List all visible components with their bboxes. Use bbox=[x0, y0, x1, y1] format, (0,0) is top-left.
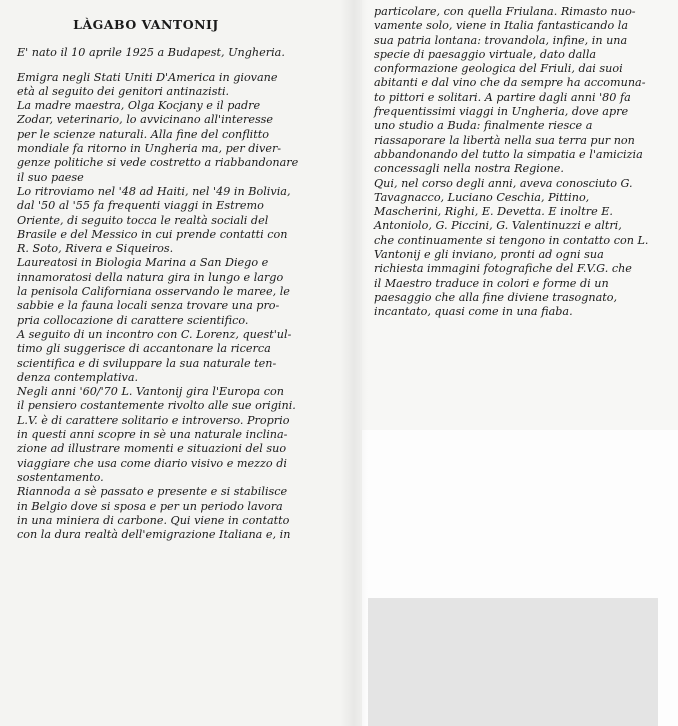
paragraph-europe: Negli anni '60/'70 L. Vantonij gira l'Europa con il pensiero costantemente rivolto alle sue origini. bbox=[17, 385, 296, 413]
page-fold-shadow bbox=[340, 0, 368, 726]
paragraph-parents: La madre maestra, Olga Kocjany e il padre Zodar, veterinario, lo avvicinano all'interesse per le scienze naturali. Alla fine del conflitto mondiale fa ritorno in Ungheria ma, per diver- genze politiche si vede costretto a riabbandonare il suo paese bbox=[17, 99, 299, 184]
paragraph-emigration: Emigra negli Stati Uniti D'America in giovane età al seguito dei genitori antinazisti. bbox=[17, 70, 278, 98]
document-title: LÀGABO VANTONIJ bbox=[73, 17, 219, 32]
gray-blank-area bbox=[368, 598, 658, 726]
paragraph-belgium: Riannoda a sè passato e presente e si stabilisce in Belgio dove si sposa e per un periodo lavora in una miniera di carbone. Qui viene in contatto con la dura realtà dell'emigrazione Italiana e, in bbox=[17, 485, 291, 542]
left-column bbox=[17, 18, 335, 542]
paragraph-biology: Laureatosi in Biologia Marina a San Diego e innamoratosi della natura gira in lungo e largo la penisola Californiana osservando le maree, le sabbie e la fauna locali senza trovare una pro- pria collocazione di carattere scientifico. bbox=[17, 256, 290, 327]
paragraph-lorenz: A seguito di un incontro con C. Lorenz, quest'ul- timo gli suggerisce di accantonare la ricerca scientifica e di sviluppare la sua naturale ten- denza contemplativa. bbox=[17, 327, 292, 384]
birth-paragraph: E' nato il 10 aprile 1925 a Budapest, Ungheria. bbox=[17, 46, 285, 60]
paragraph-travels: Lo ritroviamo nel '48 ad Haiti, nel '49 in Bolivia, dal '50 al '55 fa frequenti viaggi in Estremo Oriente, di seguito tocca le realtà sociali del Brasile e del Messico in cui prende contatti con R. Soto, Rivera e Siqueiros. bbox=[17, 184, 291, 256]
paragraph-friuli: particolare, con quella Friulana. Rimasto nuo- vamente solo, viene in Italia fantasticando la sua patria lontana: trovandola, infine, in una specie di paesaggio virtuale, dato dalla conformazione geologica del Friuli, dai suoi abitanti e dal vino che da sempre ha accomuna- to pittori e solitari. A partire dagli anni '80 fa frequentissimi viaggi in Ungheria, dove apre uno studio a Buda: finalmente riesce a riassaporare la libertà nella sua terra pur non abbandonando del tutto la simpatia e l'amicizia concessagli nella nostra Regione. bbox=[374, 5, 646, 176]
paragraph-friends: Qui, nel corso degli anni, aveva conosciuto G. Tavagnacco, Luciano Ceschia, Pittino, Mascherini, Righi, E. Devetta. E inoltre E. Antoniolo, G. Piccini, G. Valentinuzzi e altri, che continuamente si tengono in contatto con L. Vantonij e gli inviano, pronti ad ogni sua richiesta immagini fotografiche del F.V.G. che il Maestro traduce in colori e forme di un paesaggio che alla fine diviene trasognato, incantato, quasi come in una fiaba. bbox=[374, 176, 649, 319]
right-column bbox=[374, 5, 658, 320]
paragraph-character: L.V. è di carattere solitario e introverso. Proprio in questi anni scopre in sè una naturale inclina- zione ad illustrare momenti e situazioni del suo viaggiare che usa come diario visivo e mezzo di sostentamento. bbox=[17, 413, 290, 484]
